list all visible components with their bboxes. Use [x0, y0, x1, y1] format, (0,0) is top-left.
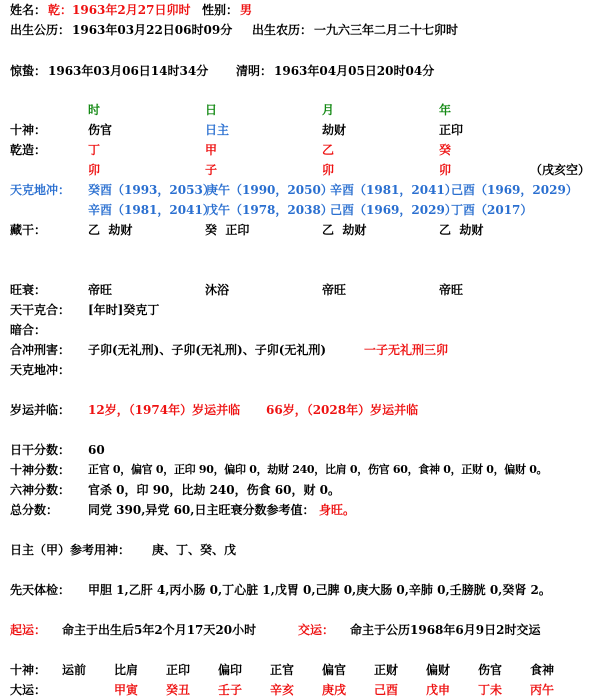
- dayun-ganzhi-3: 辛亥: [270, 683, 295, 697]
- dayun-shishen-8: 伤官: [478, 663, 503, 677]
- dayun-ganzhi-1: 癸丑: [166, 683, 191, 697]
- tijian-value: 甲胆 1,乙肝 4,丙小肠 0,丁心脏 1,戊胃 0,己脾 0,庚大肠 0,辛肺 0,壬膀胱 0,癸肾 2。: [88, 583, 551, 597]
- canggan-year: 乙 劫财: [439, 223, 484, 237]
- rigan-score-value: 60: [88, 443, 105, 457]
- canggan-label: 藏干：: [10, 223, 47, 237]
- liuqin-score-label: 六神分数：: [10, 483, 71, 497]
- canggan-hour: 乙 劫财: [88, 223, 133, 237]
- jiaoyun-value: 命主于公历1968年6月9日2时交运: [350, 623, 541, 637]
- rigan-score-label: 日干分数：: [10, 443, 71, 457]
- liuqin-score-value: 官杀 0，印 90，比劫 240，伤食 60，财 0。: [88, 483, 341, 497]
- total-score-result: 身旺。: [319, 503, 356, 517]
- total-score-label: 总分数：: [10, 503, 59, 517]
- column-year: 年: [439, 103, 452, 117]
- tiangan-kehe-label: 天干克合：: [10, 303, 71, 317]
- dayun-ganzhi-8: 丙午: [530, 683, 555, 697]
- shishen-day: 日主: [205, 123, 230, 137]
- jingzhe-value: 1963年03月06日14时34分: [48, 64, 209, 78]
- wangshuai-hour: 帝旺: [88, 283, 113, 297]
- yongshen-value: 庚、丁、癸、戊: [152, 543, 237, 557]
- kongwang-note: （戌亥空）: [530, 163, 591, 177]
- chongxing-label: 合冲刑害：: [10, 343, 71, 357]
- shishen-score-label: 十神分数：: [10, 463, 71, 477]
- shishen-label: 十神：: [10, 123, 47, 137]
- branch-hour: 卯: [88, 163, 101, 177]
- tianke-r1-month: 辛酉（1981，2041）: [330, 183, 457, 197]
- tianke-label: 天克地冲：: [10, 183, 71, 197]
- branch-year: 卯: [439, 163, 452, 177]
- yongshen-label: 日主（甲）参考用神：: [10, 543, 131, 557]
- branch-month: 卯: [322, 163, 335, 177]
- gender-label: 性别：: [202, 3, 239, 17]
- wangshuai-day: 沐浴: [205, 283, 230, 297]
- dayun-shishen-5: 偏官: [322, 663, 347, 677]
- dayun-label: 大运：: [10, 683, 47, 697]
- tianke-r1-year: 己酉（1969，2029）: [451, 183, 578, 197]
- wangshuai-year: 帝旺: [439, 283, 464, 297]
- dayun-ganzhi-4: 庚戌: [322, 683, 347, 697]
- qianzao-label: 乾造：: [10, 143, 47, 157]
- column-day: 日: [205, 103, 218, 117]
- dayun-shishen-6: 正财: [374, 663, 399, 677]
- tianke2-label: 天克地冲：: [10, 363, 71, 377]
- tijian-label: 先天体检：: [10, 583, 71, 597]
- dayun-shishen-9: 食神: [530, 663, 555, 677]
- lunar-label: 出生农历：: [252, 23, 313, 37]
- wangshuai-label: 旺衰：: [10, 283, 47, 297]
- qingming-label: 清明：: [236, 64, 273, 78]
- shishen-year: 正印: [439, 123, 464, 137]
- gender-value: 男: [240, 3, 253, 17]
- tianke-r1-day: 庚午（1990，2050）: [206, 183, 333, 197]
- tiangan-kehe-value: [年时]癸克丁: [88, 303, 160, 317]
- dayun-shishen-2: 正印: [166, 663, 191, 677]
- tianke-r1-hour: 癸酉（1993，2053）: [88, 183, 215, 197]
- tianke-r2-month: 己酉（1969，2029）: [330, 203, 457, 217]
- qingming-value: 1963年04月05日20时04分: [274, 64, 435, 78]
- name-value: 乾：1963年2月27日卯时: [48, 3, 191, 17]
- tianke-r2-hour: 辛酉（1981，2041）: [88, 203, 215, 217]
- suiyun-label: 岁运并临：: [10, 403, 71, 417]
- stem-day: 甲: [205, 143, 218, 157]
- dayun-ganzhi-7: 丁未: [478, 683, 503, 697]
- chongxing-value: 子卯(无礼刑)、子卯(无礼刑)、子卯(无礼刑): [88, 343, 327, 357]
- branch-day: 子: [205, 163, 218, 177]
- dayun-ganzhi-0: 甲寅: [114, 683, 139, 697]
- dayun-shishen-label: 十神：: [10, 663, 47, 677]
- column-hour: 时: [88, 103, 101, 117]
- dayun-shishen-7: 偏财: [426, 663, 451, 677]
- wangshuai-month: 帝旺: [322, 283, 347, 297]
- suiyun-1: 12岁，（1974年）岁运并临: [88, 403, 241, 417]
- jingzhe-label: 惊蛰：: [10, 64, 47, 78]
- column-month: 月: [322, 103, 335, 117]
- stem-hour: 丁: [88, 143, 101, 157]
- anhe-label: 暗合：: [10, 323, 47, 337]
- shishen-month: 劫财: [322, 123, 347, 137]
- qiyun-value: 命主于出生后5年2个月17天20小时: [62, 623, 257, 637]
- suiyun-2: 66岁，（2028年）岁运并临: [266, 403, 419, 417]
- dayun-ganzhi-5: 己酉: [374, 683, 399, 697]
- tianke-r2-day: 戊午（1978，2038）: [206, 203, 333, 217]
- lunar-value: 一九六三年二月二十七卯时: [314, 23, 459, 37]
- total-score-value: 同党 390,异党 60,日主旺衰分数参考值：: [88, 503, 315, 517]
- canggan-day: 癸 正印: [205, 223, 250, 237]
- stem-year: 癸: [439, 143, 452, 157]
- qiyun-label: 起运：: [10, 623, 47, 637]
- canggan-month: 乙 劫财: [322, 223, 367, 237]
- dayun-ganzhi-2: 壬子: [218, 683, 243, 697]
- dayun-shishen-3: 偏印: [218, 663, 243, 677]
- dayun-shishen-4: 正官: [270, 663, 295, 677]
- dayun-shishen-0: 运前: [62, 663, 87, 677]
- shishen-hour: 伤官: [88, 123, 113, 137]
- chongxing-note: 一子无礼刑三卯: [364, 343, 449, 357]
- name-label: 姓名：: [10, 3, 47, 17]
- jiaoyun-label: 交运：: [298, 623, 335, 637]
- shishen-score-value: 正官 0，偏官 0，正印 90，偏印 0，劫财 240，比肩 0，伤官 60，食神 0，正财 0，偏财 0。: [88, 463, 548, 476]
- dayun-shishen-1: 比肩: [114, 663, 139, 677]
- solar-label: 出生公历：: [10, 23, 71, 37]
- dayun-ganzhi-6: 戊申: [426, 683, 451, 697]
- solar-value: 1963年03月22日06时09分: [72, 23, 233, 37]
- tianke-r2-year: 丁酉（2017）: [451, 203, 533, 217]
- stem-month: 乙: [322, 143, 335, 157]
